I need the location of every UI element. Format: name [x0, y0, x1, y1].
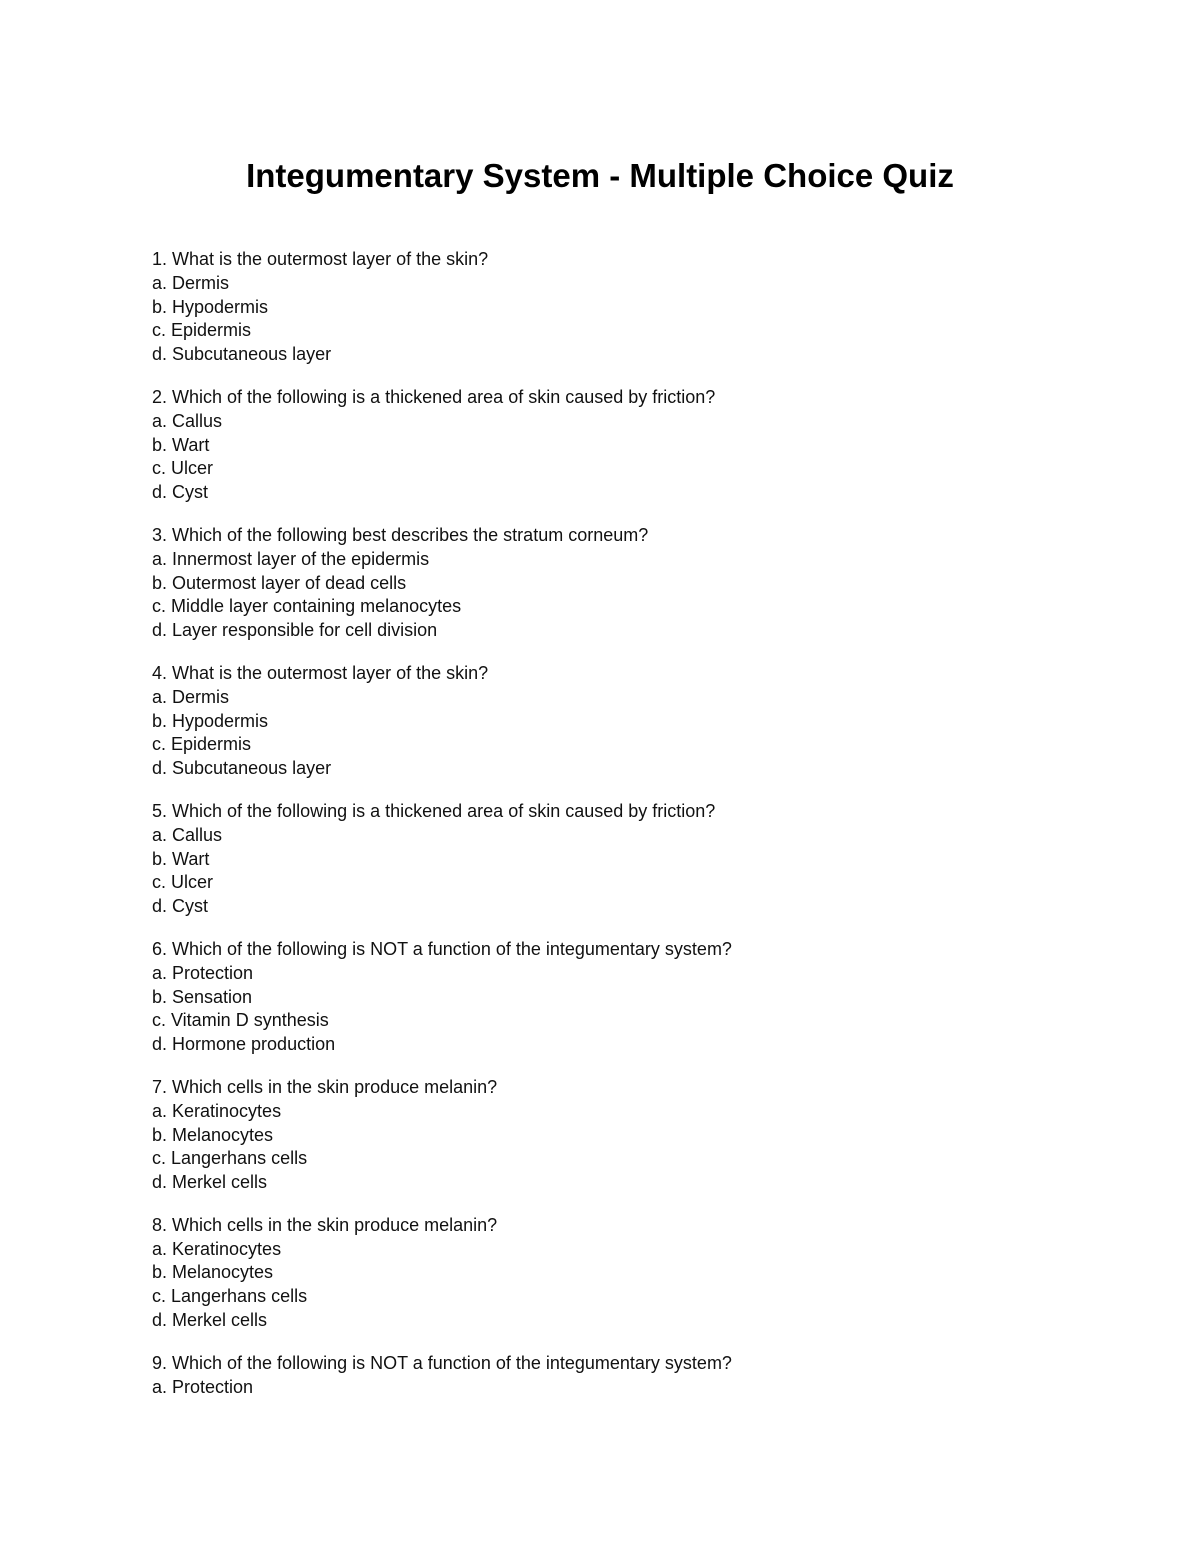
question-block: [152, 248, 1112, 367]
answer-option: b. Wart: [152, 434, 210, 455]
answer-option: b. Hypodermis: [152, 710, 269, 731]
answer-option: c. Langerhans cells: [152, 1286, 308, 1307]
answer-option: d. Cyst: [152, 482, 209, 503]
question-text: 9. Which of the following is NOT a function of the integumentary system?: [152, 1352, 732, 1373]
question-block: [152, 938, 1112, 1057]
answer-option: c. Epidermis: [152, 320, 252, 341]
answer-option: c. Vitamin D synthesis: [152, 1010, 329, 1031]
answer-option: c. Langerhans cells: [152, 1148, 308, 1169]
question-block: [152, 1214, 1112, 1333]
answer-option: a. Dermis: [152, 686, 230, 707]
answer-option: c. Epidermis: [152, 734, 252, 755]
question-text: 8. Which cells in the skin produce melanin?: [152, 1214, 498, 1235]
answer-option: a. Keratinocytes: [152, 1100, 282, 1121]
answer-option: d. Subcutaneous layer: [152, 758, 332, 779]
answer-option: d. Merkel cells: [152, 1310, 268, 1331]
answer-option: b. Sensation: [152, 986, 253, 1007]
answer-option: b. Hypodermis: [152, 296, 269, 317]
answer-option: b. Melanocytes: [152, 1262, 274, 1283]
answer-option: c. Ulcer: [152, 872, 214, 893]
answer-option: d. Subcutaneous layer: [152, 344, 332, 365]
answer-option: d. Layer responsible for cell division: [152, 620, 438, 641]
question-text: 5. Which of the following is a thickened area of skin caused by friction?: [152, 800, 716, 821]
answer-option: c. Middle layer containing melanocytes: [152, 596, 462, 617]
question-block: [152, 662, 1112, 781]
answer-option: a. Callus: [152, 824, 223, 845]
question-block: [152, 1352, 1112, 1400]
answer-option: a. Keratinocytes: [152, 1238, 282, 1259]
page-title: Integumentary System - Multiple Choice Quiz: [246, 157, 954, 194]
answer-option: c. Ulcer: [152, 458, 214, 479]
answer-option: d. Hormone production: [152, 1034, 336, 1055]
quiz-list: [152, 248, 1112, 1418]
answer-option: a. Callus: [152, 410, 223, 431]
answer-option: b. Melanocytes: [152, 1124, 274, 1145]
answer-option: b. Wart: [152, 848, 210, 869]
answer-option: d. Cyst: [152, 896, 209, 917]
question-block: [152, 1076, 1112, 1195]
question-block: [152, 386, 1112, 505]
question-text: 7. Which cells in the skin produce melanin?: [152, 1076, 498, 1097]
question-text: 3. Which of the following best describes the stratum corneum?: [152, 524, 649, 545]
question-text: 1. What is the outermost layer of the skin?: [152, 249, 489, 269]
answer-option: a. Protection: [152, 1376, 254, 1397]
answer-option: b. Outermost layer of dead cells: [152, 572, 407, 593]
question-block: [152, 524, 1112, 643]
answer-option: a. Protection: [152, 962, 254, 983]
question-text: 6. Which of the following is NOT a function of the integumentary system?: [152, 938, 732, 959]
answer-option: a. Dermis: [152, 272, 230, 293]
question-text: 4. What is the outermost layer of the skin?: [152, 662, 489, 683]
answer-option: d. Merkel cells: [152, 1172, 268, 1193]
answer-option: a. Innermost layer of the epidermis: [152, 548, 430, 569]
question-text: 2. Which of the following is a thickened area of skin caused by friction?: [152, 386, 716, 407]
question-block: [152, 800, 1112, 919]
